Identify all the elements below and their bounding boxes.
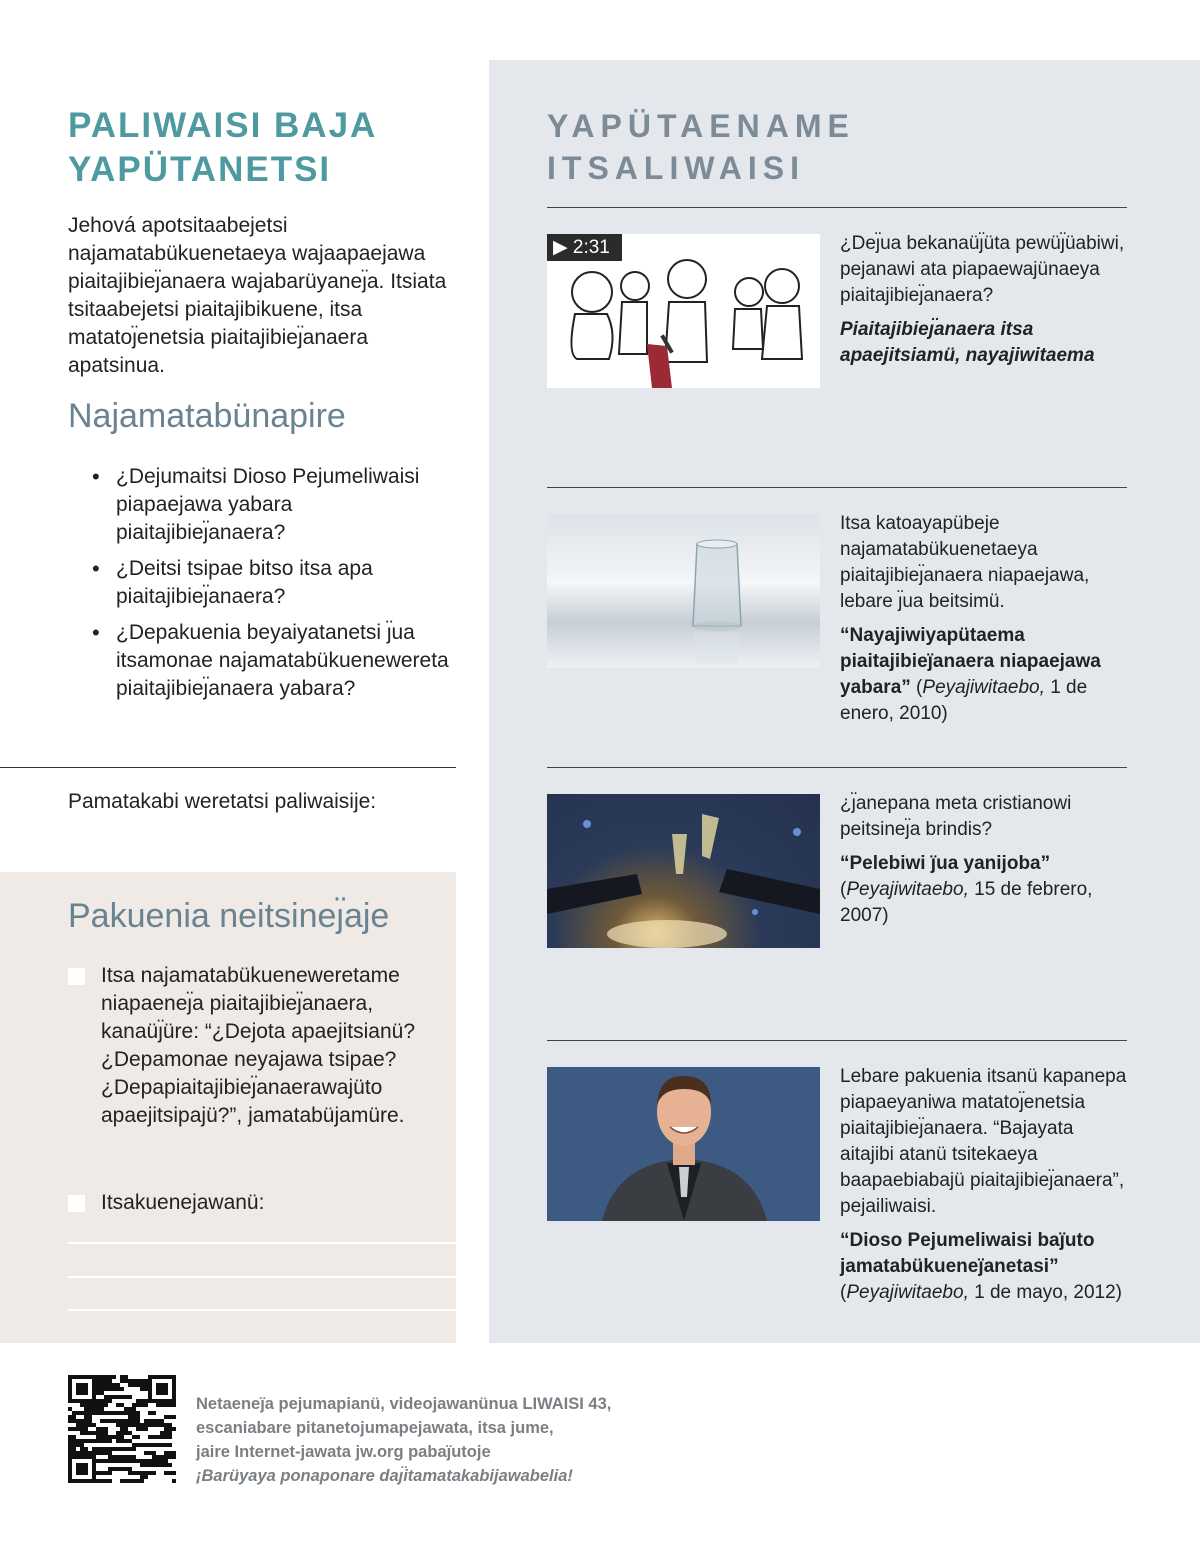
smiling-man-image — [547, 1067, 820, 1221]
page-title-line1: PALIWAISI BAJA — [68, 106, 378, 145]
write-line[interactable] — [68, 1276, 456, 1278]
divider — [547, 1040, 1127, 1041]
reference-open: ( — [840, 879, 847, 900]
resource-question: ¿Deȷ̈ua bekanaüȷ̈üta pewüȷ̈üabiwi, pejanawi ata piapaewajünaeya piaitajibieȷ̈anaera? — [840, 233, 1125, 306]
champagne-toast-image — [547, 794, 820, 948]
question-item: • ¿Deitsi tsipae bitso itsa apa piaitajibieȷ̈anaera? — [92, 555, 462, 611]
reference-date: 1 de mayo, 2012) — [968, 1282, 1123, 1303]
resource-text — [840, 231, 1130, 377]
reference-date: 1 de enero, 2010) — [840, 677, 1088, 724]
checklist-text: Itsakuenejawanü: — [101, 1191, 265, 1214]
resource-text — [840, 791, 1130, 937]
divider — [547, 767, 1127, 768]
resource-link-title[interactable]: “Nayajiwiyapütaema piaitajibieȷ̈anaera niapaejawa yabara” — [840, 625, 1101, 698]
divider — [0, 767, 456, 768]
try-heading: Pakuenia neitsineȷ̈aje — [68, 897, 390, 935]
question-item: • ¿Depakuenia beyaiyatanetsi ȷ̈ua itsamonae najamatabükuenewereta piaitajibieȷ̈anaera yabara? — [92, 619, 462, 703]
footer-text — [196, 1392, 716, 1488]
checklist-item — [68, 962, 438, 1162]
memorize-label: Pamatakabi weretatsi paliwaisije: — [68, 790, 377, 813]
divider — [547, 207, 1127, 208]
intro-paragraph: Jehová apotsitaabejetsi najamatabükuenetaeya wajaapaejawa piaitajibieȷ̈anaera wajabarüyaneȷ̈a. Itsiata tsitaabejetsi piaitajibikuene, itsa matatoȷ̈enetsia piaitajibieȷ̈anaera apatsinua. — [68, 214, 447, 377]
divider — [547, 487, 1127, 488]
checkbox[interactable] — [68, 968, 85, 985]
resource-link[interactable] — [840, 317, 1130, 369]
questions-heading: Najamatabünapire — [68, 397, 346, 435]
glass-image — [547, 514, 820, 668]
reference-open: ( — [910, 677, 923, 698]
footer-line: escaniabare pitanetojumapejawata, itsa jume, — [196, 1419, 554, 1437]
related-materials-title — [547, 105, 1107, 189]
video-thumbnail[interactable] — [547, 234, 820, 388]
qr-code-image — [68, 1375, 176, 1483]
reference-source: Peyajiwitaebo, — [846, 879, 969, 900]
checkbox[interactable] — [68, 1195, 85, 1212]
resource-link[interactable] — [840, 1228, 1130, 1306]
resource-text — [840, 1064, 1130, 1314]
resource-question: Lebare pakuenia itsanü kapanepa piapaeyaniwa matatoȷ̈enetsia piaitajibieȷ̈anaera. “Bajayata aitajibi atanü tsitekaeya baapaebiabajü piaitajibieȷ̈anaera”, pejailiwaisi. — [840, 1066, 1127, 1217]
resource-link-title[interactable]: Piaitajibieȷ̈anaera itsa apaejitsiamü, nayajiwitaema — [840, 319, 1095, 366]
resource-link[interactable] — [840, 851, 1130, 929]
related-title-line2: ITSALIWAISI — [547, 150, 805, 186]
questions-list — [92, 463, 462, 711]
resource-link[interactable] — [840, 623, 1130, 727]
question-item: • ¿Dejumaitsi Dioso Pejumeliwaisi piapaejawa yabara piaitajibieȷ̈anaera? — [92, 463, 462, 547]
qr-code[interactable] — [68, 1375, 176, 1483]
resource-link-title[interactable]: “Pelebiwi ȷ̈ua yanijoba” — [840, 853, 1051, 874]
reference-source: Peyajiwitaebo, — [846, 1282, 969, 1303]
reference-open: ( — [840, 1282, 847, 1303]
footer-line: jaire Internet-jawata jw.org pabaȷ̈utoje — [196, 1443, 491, 1461]
page-title — [68, 104, 448, 192]
portrait-photo[interactable] — [547, 1067, 820, 1221]
video-duration-badge: ▶ 2:31 — [547, 234, 622, 261]
write-line[interactable] — [68, 1309, 456, 1311]
glass-photo[interactable] — [547, 514, 820, 668]
footer-line: Netaeneȷ̈a pejumapianü, videojawanünua LIWAISI 43, — [196, 1395, 612, 1413]
page-title-line2: YAPÜTANETSI — [68, 150, 332, 189]
resource-link-title[interactable]: “Dioso Pejumeliwaisi baȷ̈uto jamatabükueneȷ̈anetasi” — [840, 1230, 1095, 1277]
write-line[interactable] — [68, 1242, 456, 1244]
reference-source: Peyajiwitaebo, — [922, 677, 1045, 698]
checklist-text: Itsa najamatabükueneweretame niapaeneȷ̈a piaitajibieȷ̈anaera, kanaüȷ̈üre: “¿Dejota apaejitsianü? ¿Depamonae neyajawa tsipae? ¿Depapiaitajibieȷ̈anaerawajüto apaejitsipajü?”, jamatabüjamüre. — [101, 964, 416, 1127]
resource-question: ¿ȷ̈anepana meta cristianowi peitsineȷ̈a brindis? — [840, 793, 1072, 840]
resource-question: Itsa katoayapübeje najamatabükuenetaeya piaitajibieȷ̈anaera niapaejawa, lebare ȷ̈ua beitsimü. — [840, 513, 1090, 612]
checklist-item — [68, 1189, 438, 1219]
reference-date: 15 de febrero, 2007) — [840, 879, 1093, 926]
footer-tagline: ¡Barüyaya ponaponare daȷ̈itamatakabijawabelia! — [196, 1467, 573, 1485]
resource-text — [840, 511, 1130, 735]
toast-photo[interactable] — [547, 794, 820, 948]
related-title-line1: YAPÜTAENAME — [547, 108, 855, 144]
